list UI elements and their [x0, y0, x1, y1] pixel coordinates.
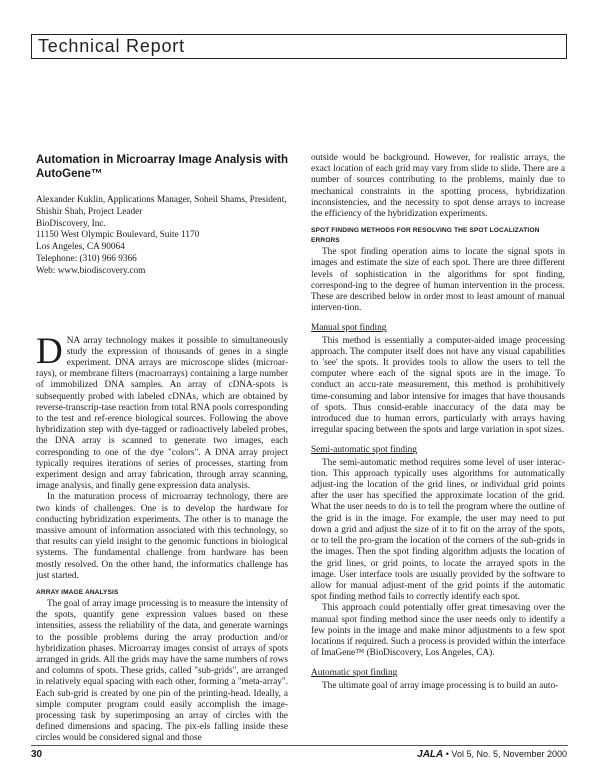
- section-heading: SPOT FINDING METHODS FOR RESOLVING THE SPOT LOCALIZATION ERRORS: [311, 227, 540, 245]
- author-line: BioDiscovery, Inc.: [36, 218, 106, 229]
- body-paragraph: The semi-automatic method requires some level of user interac-tion. This approach typically uses algorithms for automatically adjust-ing the location of the grid lines, or individual grid points after the user has specified the approximate location of the grid. What the user needs to do is to tell the program where the outline of the grid is in the image. For example, the user may need to put down a grid and adjust the size of it to fit on the array of the spots, or to tell the pro-gram the location of the corners of the sub-grids in the images. Then the spot finding algorithm adjusts the location of the grid lines, or grid points, to locate the arrayed spots in the image. User interface tools are usually provided by the software to allow for manual adjust-ment of the grid points if the automatic spot finding method fails to correctly identify each spot.: [311, 457, 565, 603]
- journal-issue: • Vol 5, No. 5, November 2000: [445, 749, 567, 759]
- body-paragraph: This method is essentially a computer-aided image processing approach. The computer itself does not have any visual capabilities to 'see' the spots. It provides tools to allow the users to tell the computer where each of the signal spots are in the image. To conduct an accu-rate measurement, this method is prohibitively time-consuming and labor intensive for images that have thousands of spots. Thus consid-erable inaccuracy of the data may be introduced due to human errors, particularly with arrays having irregular spacing between the spots and large variation in spot sizes.: [311, 335, 565, 436]
- right-column: [311, 153, 565, 692]
- body-paragraph: The ultimate goal of array image processing is to build an auto-: [322, 680, 559, 691]
- author-line: Telephone: (310) 966 9366: [36, 253, 137, 264]
- article-title: Automation in Microarray Image Analysis with AutoGene™: [36, 154, 288, 180]
- banner-label: Technical Report: [38, 36, 185, 56]
- page-number: 30: [31, 749, 43, 760]
- journal-name: JALA: [417, 749, 444, 760]
- subsection-heading: Automatic spot finding: [311, 668, 398, 679]
- body-paragraph: The spot finding operation aims to locate the signal spots in images and estimate the size of each spot. There are three different levels of sophistication in the algorithms for spot finding, correspond-ing to the degree of human intervention in the process. These are described below in order most to least amount of manual interven-tion.: [311, 247, 565, 314]
- journal-citation: [417, 749, 567, 760]
- subsection-heading: Semi-automatic spot finding: [311, 445, 417, 456]
- author-line: Los Angeles, CA 90064: [36, 242, 125, 253]
- subsection-heading: Manual spot finding: [311, 323, 387, 334]
- body-paragraph: outside would be background. However, for realistic arrays, the exact location of each grid may vary from slide to slide. There are a number of sources contributing to the problems, mainly due to mechanical constraints in the spotting process, hybridization inconsistencies, and the necessity to spot dense arrays to increase the efficiency of the hybridization experiments.: [311, 153, 565, 220]
- section-heading: ARRAY IMAGE ANALYSIS: [36, 589, 119, 597]
- author-line: Alexander Kuklin, Applications Manager, Soheil Shams, President,: [36, 195, 287, 205]
- author-line: 11150 West Olympic Boulevard, Suite 1170: [36, 230, 200, 241]
- drop-cap: D: [36, 330, 63, 372]
- author-line: Shishir Shah, Project Leader: [36, 206, 143, 217]
- left-column: [36, 153, 288, 745]
- footer-divider: [31, 745, 568, 746]
- section-banner: [31, 34, 567, 59]
- intro-paragraph-2: In the maturation process of microarray technology, there are two kinds of challenges. One is to develop the hardware for conducting hybridization experiments. The other is to manage the massive amount of information associated with this technology, so that results can yield insight to the genomic functions in biological systems. The fundamental challenge from hardware has been mostly resolved. On the other hand, the informatics challenge has just started.: [36, 492, 288, 581]
- author-line: Web: www.biodiscovery.com: [36, 265, 146, 276]
- body-paragraph: The goal of array image processing is to measure the intensity of the spots, quantify gene expression values based on these intensities, assess the reliability of the data, and generate warnings to the possible problems during the array production and/or hybridization phases. Microarray images consist of arrays of spots arranged in grids. All the grids may have the same numbers of rows and columns of spots. These grids, called "sub-grids", are arranged in relatively equal spacing with each other, forming a "meta-array". Each sub-grid is created by one pin of the printing-head. Ideally, a simple computer program could easily accomplish the image-processing task by superimposing an array of circles with the defined dimensions and spacing. The pix-els falling inside these circles would be considered signal and those: [36, 599, 288, 744]
- intro-paragraph: DNA array technology makes it possible to simultaneously study the expression of thousands of genes in a single experiment. DNA arrays are microscope slides (microar-rays), or membrane filters (macroarrays) containing a large number of immobilized DNA samples. An array of cDNA-spots is subsequently probed with labeled cDNAs, which are obtained by reverse-transcrip-tase reaction from total RNA pools corresponding to the test and ref-erence biological sources. Following the above hybridization step with dye-tagged or radioactively labeled probes, the DNA array is scanned to generate two images, each corresponding to one of the dye "colors". A DNA array project typically requires iterations of series of processes, starting from experiment design and array fabrication, through array scanning, image analysis, and finally gene expression data analysis.: [36, 330, 288, 492]
- body-paragraph: This approach could potentially offer great timesaving over the manual spot finding method since the user needs only to identify a few points in the image and make minor adjustments to a few spot locations if required. Such a process is provided within the interface of ImaGene™ (BioDiscovery, Los Angeles, CA).: [311, 603, 565, 659]
- author-block: [36, 195, 288, 278]
